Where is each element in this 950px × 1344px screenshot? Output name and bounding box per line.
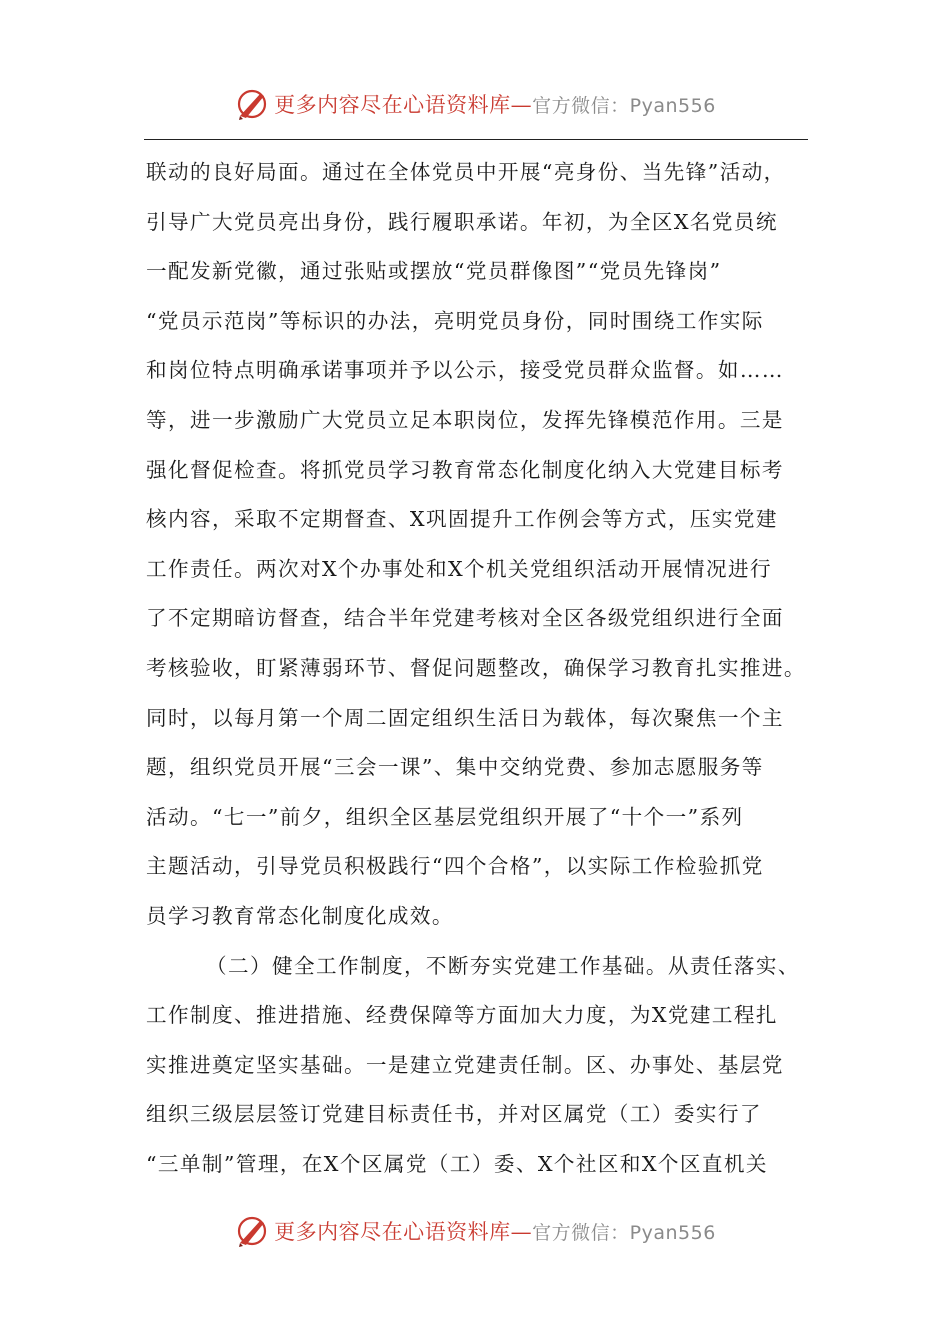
text-line: 和岗位特点明确承诺事项并予以公示，接受党员群众监督。如…… <box>146 358 784 383</box>
text-line: 引导广大党员亮出身份，践行履职承诺。年初，为全区X名党员统 <box>146 209 778 234</box>
text-line: 了不定期暗访督查，结合半年党建考核对全区各级党组织进行全面 <box>146 606 784 631</box>
text-line: 等，进一步激励广大党员立足本职岗位，发挥先锋模范作用。三是 <box>146 407 784 432</box>
text-line: 组织三级层层签订党建目标责任书，并对区属党（工）委实行了 <box>146 1102 762 1127</box>
text-line: 主题活动，引导党员积极践行“四个合格”，以实际工作检验抓党 <box>146 854 764 879</box>
header-divider <box>144 139 808 140</box>
text-line: 联动的良好局面。通过在全体党员中开展“亮身份、当先锋”活动， <box>146 160 786 184</box>
text-line: 核内容，采取不定期督查、X巩固提升工作例会等方式，压实党建 <box>146 507 778 532</box>
header-wechat: 官方微信：Pyan556 <box>532 95 716 117</box>
text-line: 一配发新党徽，通过张贴或摆放“党员群像图”“党员先锋岗” <box>146 259 722 284</box>
text-line: “党员示范岗”等标识的办法，亮明党员身份，同时围绕工作实际 <box>146 308 764 333</box>
document-body <box>146 148 808 1189</box>
pen-logo-icon <box>234 1213 270 1249</box>
text-line: 考核验收，盯紧薄弱环节、督促问题整改，确保学习教育扎实推进。 <box>146 655 806 680</box>
text-line: 强化督促检查。将抓党员学习教育常态化制度化纳入大党建目标考 <box>146 457 784 482</box>
section-heading-line: （二）健全工作制度，不断夯实党建工作基础。从责任落实、 <box>206 953 800 978</box>
text-line: 实推进奠定坚实基础。一是建立党建责任制。区、办事处、基层党 <box>146 1052 784 1077</box>
footer-banner <box>0 1211 950 1251</box>
header-banner-text: 更多内容尽在心语资料库—官方微信：Pyan556 <box>274 93 716 117</box>
footer-wechat: 官方微信：Pyan556 <box>532 1222 716 1244</box>
text-line: 工作制度、推进措施、经费保障等方面加大力度，为X党建工程扎 <box>146 1003 778 1028</box>
text-line: “三单制”管理，在X个区属党（工）委、X个社区和X个区直机关 <box>146 1151 768 1176</box>
pen-logo-icon <box>234 86 270 122</box>
text-line: 题，组织党员开展“三会一课”、集中交纳党费、参加志愿服务等 <box>146 755 764 780</box>
text-line: 活动。“七一”前夕，组织全区基层党组织开展了“十个一”系列 <box>146 804 744 829</box>
header-banner <box>0 84 950 124</box>
text-line: 员学习教育常态化制度化成效。 <box>146 903 454 928</box>
text-line: 同时，以每月第一个周二固定组织生活日为载体，每次聚焦一个主 <box>146 705 784 730</box>
text-line: 工作责任。两次对X个办事处和X个机关党组织活动开展情况进行 <box>146 556 772 581</box>
footer-banner-text: 更多内容尽在心语资料库—官方微信：Pyan556 <box>274 1220 716 1244</box>
